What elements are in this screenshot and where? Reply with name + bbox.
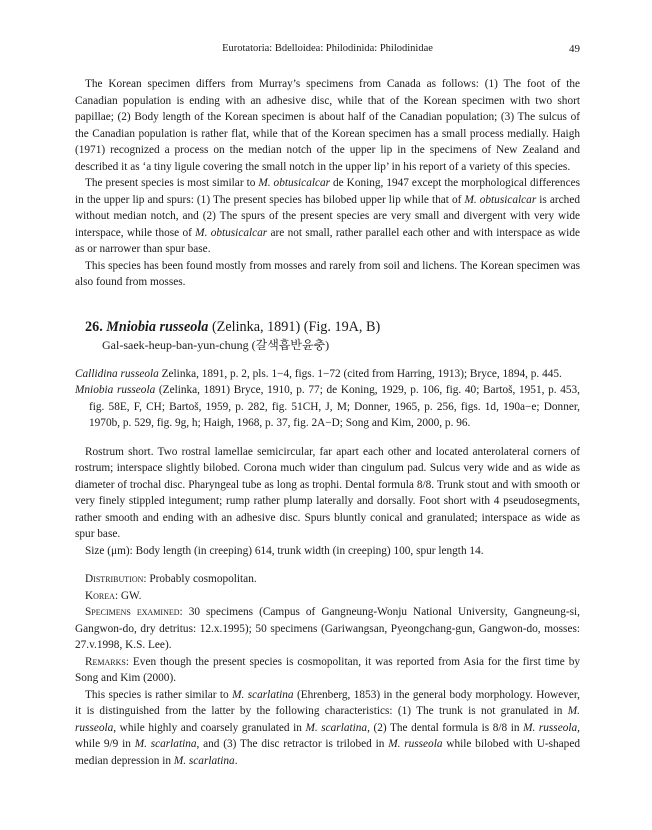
record-label: Korea (85, 589, 115, 602)
paragraph-comparison-obtusicalcar (75, 175, 580, 258)
paragraph-comparison-scarlatina (75, 687, 580, 770)
species-name-italic: M. obtusicalcar (464, 193, 537, 206)
record-text: : 30 specimens (Campus of Gangneung-Wonju National University, Gangneung-si, Gangwon-do, dry detritus: 12.x.1995); 50 specimens (Gariwangsan, Pyeongchang-gun, Gangwon-do, mosses: 27.v.1998, K.S. Lee). (75, 606, 580, 651)
species-name-italic: M. russeola (388, 738, 443, 750)
species-heading (75, 318, 580, 337)
paragraph-size (75, 543, 580, 560)
record-remarks (75, 654, 580, 687)
body-text (75, 76, 580, 769)
text-run: is arched without median notch, and (2) The spurs of the present species are very small and divergent with very wide interspace, while those of (75, 193, 580, 239)
synonymy-entry (75, 366, 580, 383)
korean-common-name: Gal-saek-heup-ban-yun-chung (갈색흡반윤충) (102, 337, 330, 352)
species-authority: (Zelinka, 1891) (Fig. 19A, B) (208, 318, 381, 335)
section-spacer (75, 559, 580, 571)
text-run: (Ehrenberg, 1853) in the general body morphology. However, it is distinguished from the latter by the following characteristics: (1) The trunk is not granulated in (75, 688, 580, 717)
species-name-italic: M. scarlatina (305, 721, 368, 734)
species-name-italic: M. obtusicalcar (258, 177, 331, 189)
species-name-italic: M. scarlatina (232, 688, 294, 701)
text-run: de Koning, 1947 except the morphological differences in the upper lip and spurs: (1) The present species has bilobed upper lip while that of (75, 177, 581, 206)
running-head (75, 43, 580, 59)
paragraph-text: Size (μm): Body length (in creeping) 614, trunk width (in creeping) 100, spur length 14. (85, 544, 484, 557)
paragraph-comparison-canada (75, 76, 580, 175)
paragraph-text: Rostrum short. Two rostral lamellae semicircular, far apart each other and located anterolateral corners of rostrum; interspace slightly bilobed. Corona much wider than cingulum pad. Sulcus very wide and as wide as diameter of trochal disc. Pharyngeal tube as long as trophi. Dental formula 8/8. Trunk stout and with smooth or very finely stippled integument; rump rather plump laterally and dorsally. Foot short with 4 pseudosegments, rather smooth and ending with an adhesive disc. Spurs bluntly conical and granulated; interspace as wide as spur base. (75, 445, 580, 540)
species-name-italic: M. obtusicalcar (195, 226, 268, 239)
paragraph-text: The Korean specimen differs from Murray’s specimens from Canada as follows: (1) The foot of the Canadian population is ending with an adhesive disc, while that of the Korean specimen with two short papillae; (2) Body length of the Korean specimen is about half of the Canadian population; (3) The sulcus of the Canadian population is rather flat, while that of the Korean specimen has a small process medially. Haigh (1971) recognized a process on the median notch of the upper lip in the specimens of New Zealand and described it as ‘a tiny ligule covering the small notch in the upper lip’ in his report of a variety of this species. (75, 78, 580, 173)
section-spacer (75, 291, 580, 318)
page-number: 49 (569, 43, 580, 55)
text-run: while bilobed with U-shaped median depression in (75, 738, 580, 767)
synonym-name: Mniobia russeola (75, 384, 156, 396)
species-name-italic: M. russeola (523, 721, 578, 734)
record-label: Remarks (85, 655, 126, 668)
text-run: . (234, 754, 238, 767)
section-spacer (75, 432, 580, 444)
paragraph-text: This species has been found mostly from mosses and rarely from soil and lichens. The Korean specimen was also found from mosses. (75, 259, 580, 288)
synonymy-entry (75, 382, 580, 432)
synonym-citation: Zelinka, 1891, p. 2, pls. 1−4, figs. 1−72 (cited from Harring, 1913); Bryce, 1894, p. 445. (158, 367, 562, 380)
text-run: The present species is most similar to (85, 177, 259, 189)
species-name: Mniobia russeola (106, 318, 209, 335)
synonym-citation: (Zelinka, 1891) Bryce, 1910, p. 77; de Koning, 1929, p. 106, fig. 40; Bartoš, 1951, p. 453, fig. 58E, F, CH; Bartoš, 1959, p. 282, fig. 51CH, J, M; Donner, 1965, p. 256, figs. 1d, 190a−e; Donner, 1970b, p. 529, fig. 9g, h; Haigh, 1968, p. 37, fig. 2A−D; Song and Kim, 2000, p. 96. (89, 384, 580, 429)
species-name-italic: M. scarlatina (173, 754, 235, 767)
section-spacer (75, 354, 580, 366)
running-title: Eurotatoria: Bdelloidea: Philodinida: Philodinidae (222, 43, 433, 54)
record-distribution (75, 571, 580, 588)
text-run: , while 9/9 in (75, 721, 580, 750)
record-text: : GW. (114, 589, 142, 602)
paragraph-description (75, 444, 580, 543)
record-text: : Probably cosmopolitan. (143, 573, 257, 585)
record-label: Distribution (85, 573, 144, 585)
text-run: , and (3) The disc retractor is trilobed in (196, 738, 389, 750)
record-korea (75, 588, 580, 605)
species-name-italic: M. scarlatina (134, 738, 197, 750)
record-text: : Even though the present species is cosmopolitan, it was reported from Asia for the first time by Song and Kim (2000). (75, 655, 580, 684)
text-run: This species is rather similar to (85, 688, 233, 701)
text-run: , (2) The dental formula is 8/8 in (367, 721, 524, 734)
record-label: Specimens examined (85, 606, 180, 618)
species-name-italic: M. russeola (75, 705, 580, 734)
record-specimens-examined (75, 604, 580, 654)
synonym-name: Callidina russeola (75, 367, 159, 380)
paragraph-habitat (75, 258, 580, 291)
species-number: 26. (85, 318, 103, 335)
text-run: are not small, rather parallel each other and with interspace as wide as or narrower than spur base. (75, 226, 580, 255)
text-run: , while highly and coarsely granulated in (113, 721, 306, 734)
